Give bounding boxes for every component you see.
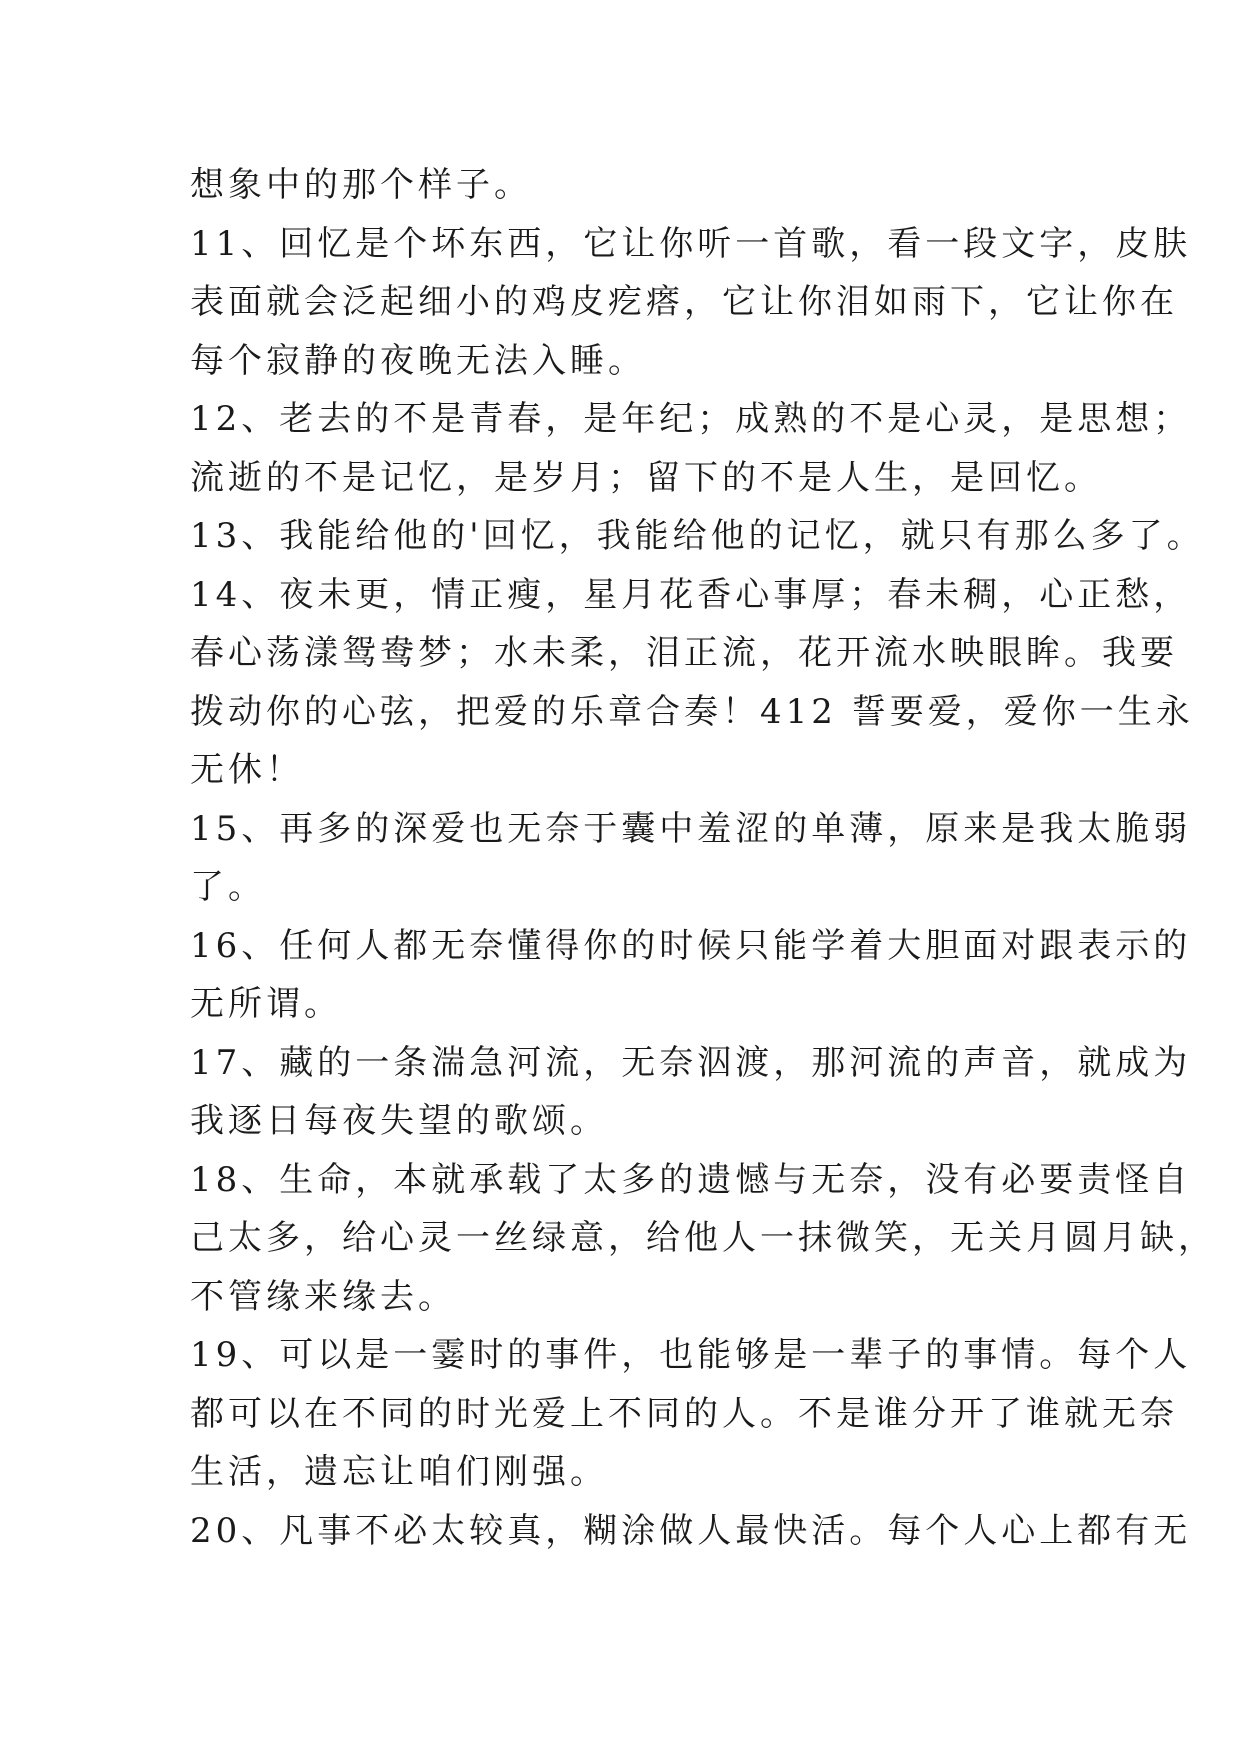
- text-line: 14、夜未更，情正瘦，星月花香心事厚；春未稠，心正愁，: [190, 574, 1192, 615]
- text-line: 无休！: [190, 750, 304, 790]
- text-line: 12、老去的不是青春，是年纪；成熟的不是心灵，是思想；: [190, 399, 1192, 439]
- text-line: 流逝的不是记忆，是岁月；留下的不是人生，是回忆。: [190, 457, 1102, 498]
- text-line: 13、我能给他的'回忆，我能给他的记忆，就只有那么多了。: [190, 516, 1205, 556]
- text-line: 想象中的那个样子。: [190, 165, 532, 205]
- text-line: 生活，遗忘让咱们刚强。: [190, 1452, 608, 1492]
- text-line: 不管缘来缘去。: [190, 1276, 456, 1317]
- document-body: [190, 156, 1216, 1560]
- text-line: 了。: [190, 867, 266, 907]
- text-line: 每个寂静的夜晚无法入睡。: [190, 340, 646, 381]
- text-line: 己太多，给心灵一丝绿意，给他人一抹微笑，无关月圆月缺，: [190, 1218, 1216, 1258]
- text-line: 11、回忆是个坏东西，它让你听一首歌，看一段文字，皮肤: [190, 223, 1192, 264]
- text-line: 都可以在不同的时光爱上不同的人。不是谁分开了谁就无奈: [190, 1393, 1178, 1434]
- text-line: 17、藏的一条湍急河流，无奈泅渡，那河流的声音，就成为: [190, 1042, 1192, 1083]
- text-line: 19、可以是一霎时的事件，也能够是一辈子的事情。每个人: [190, 1335, 1192, 1375]
- text-line: 表面就会泛起细小的鸡皮疙瘩，它让你泪如雨下，它让你在: [190, 282, 1178, 322]
- text-line: 18、生命，本就承载了太多的遗憾与无奈，没有必要责怪自: [190, 1159, 1192, 1200]
- text-line: 16、任何人都无奈懂得你的时候只能学着大胆面对跟表示的: [190, 925, 1192, 966]
- text-line: 无所谓。: [190, 984, 342, 1024]
- text-line: 拨动你的心弦，把爱的乐章合奏！412 誓要爱，爱你一生永: [190, 691, 1194, 732]
- text-line: 15、再多的深爱也无奈于囊中羞涩的单薄，原来是我太脆弱: [190, 808, 1192, 849]
- text-line: 我逐日每夜失望的歌颂。: [190, 1101, 608, 1141]
- text-line: 春心荡漾鸳鸯梦；水未柔，泪正流，花开流水映眼眸。我要: [190, 633, 1178, 673]
- text-line: 20、凡事不必太较真，糊涂做人最快活。每个人心上都有无: [190, 1510, 1192, 1551]
